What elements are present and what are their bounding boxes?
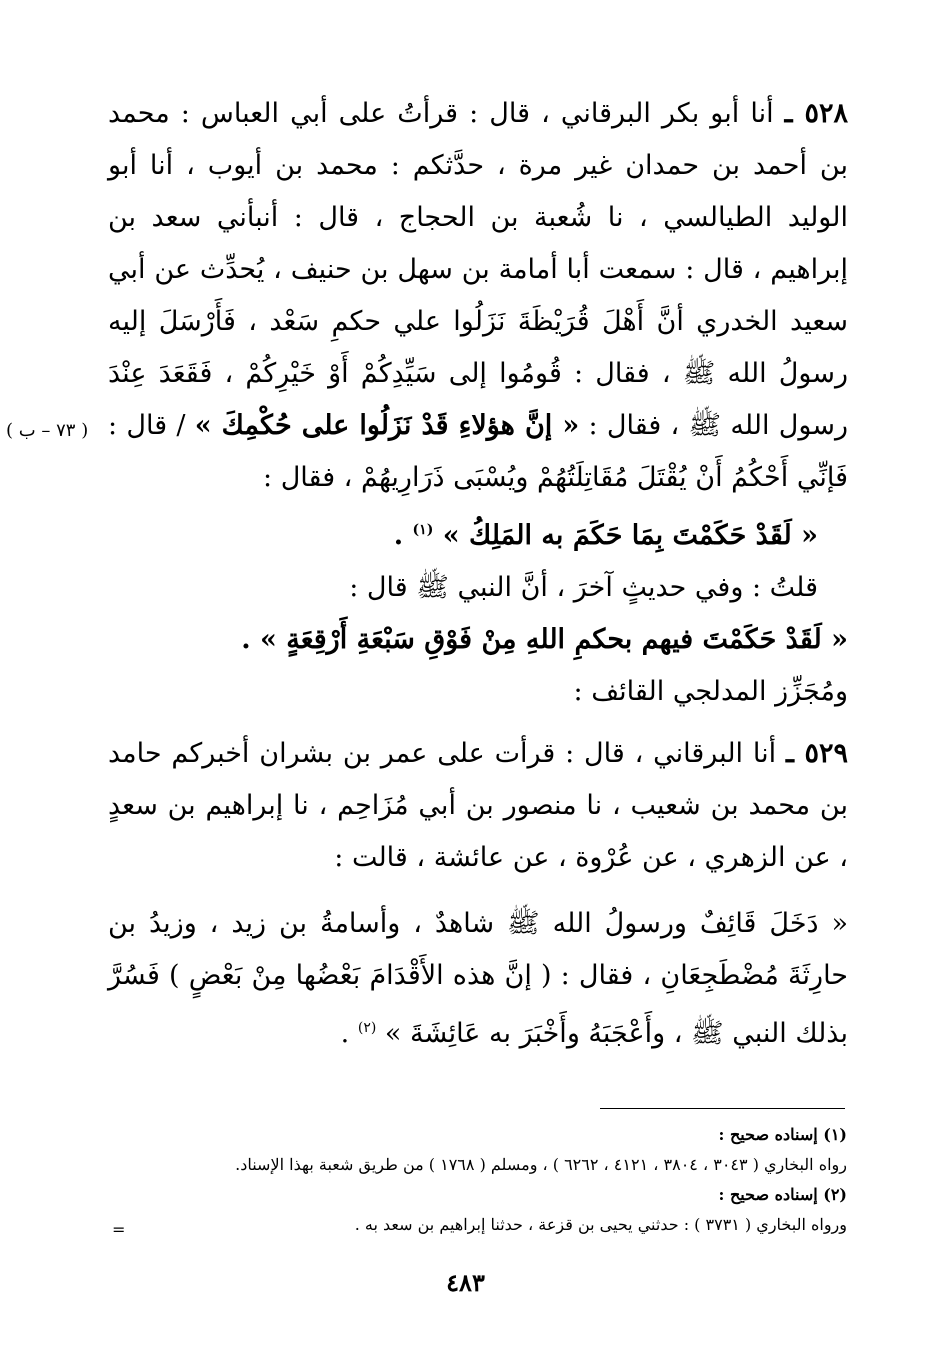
hadith-text: أنا أبو بكر البرقاني ، قال : قرأتُ على أبي العباس : محمد بن أحمد بن حمدان غير مرة ، حدَّثكم : محمد بن أيوب ، أنا أبو الوليد الطيالسي ، نا شُعبة بن الحجاج ، قال : أنبأني سعد بن إبراهيم ، قال : سمعت أبا أمامة بن سهل بن حنيف ، يُحدِّث عن أبي سعيد الخدري أنَّ أَهْلَ قُرَيْظَةَ نَزَلُوا علي حكمِ سَعْد ، فَأَرْسَلَ إليه رسولُ الله ﷺ ، فقال : قُومُوا إلى سَيِّدِكُمْ أَوْ خَيْرِكُمْ ، فَقَعَدَ عِنْدَ رسول الله ﷺ ، فقال : <box>108 98 848 441</box>
footnotes <box>112 1120 847 1240</box>
footnote-2-body: ورواه البخاري ( ٣٧٣١ ) : حدثني يحيى بن قزعة ، حدثنا إبراهيم بن سعد به . <box>354 1215 847 1234</box>
hadith-text: أنا البرقاني ، قال : قرأت على عمر بن بشران أخبركم حامد بن محمد بن شعيب ، نا منصور بن أبي مُزَاحِم ، نا إبراهيم بن سعدٍ ، عن الزهري ، عن عُرْوة ، عن عائشة ، قالت : <box>108 738 848 873</box>
hadith-528 <box>108 88 848 504</box>
section-heading <box>108 666 848 718</box>
page-number: ٤٨٣ <box>446 1268 485 1297</box>
footnote-ref-2: (٢) <box>357 1020 377 1036</box>
manuscript-folio-note: ( ٧٣ – ب ) <box>6 420 89 441</box>
quote-line-2 <box>108 614 848 666</box>
hadith-number: ٥٢٩ ـ <box>785 738 848 769</box>
heading-text: ومُجَزِّز المدلجي القائف : <box>573 676 848 707</box>
footnote-divider <box>600 1108 845 1109</box>
note-text: قلتُ : وفي حديثٍ آخرَ ، أنَّ النبي ﷺ قال : <box>349 572 818 603</box>
narration-end-mark: . <box>340 1018 350 1049</box>
aisha-narration <box>108 898 848 1060</box>
narrator-note <box>108 562 848 614</box>
hadith-529 <box>108 728 848 884</box>
quote-line-1 <box>108 504 848 562</box>
quote-end-mark: . <box>393 520 404 551</box>
quote-text: « لَقَدْ حَكَمْتَ بِمَا حَكَمَ به المَلِكُ » <box>442 520 818 551</box>
footnote-ref-1: (١) <box>412 522 434 538</box>
prophet-quote: « إنَّ هؤلاءِ قَدْ نَزَلُوا على حُكْمِكَ » <box>194 410 580 441</box>
main-text <box>108 88 848 1060</box>
hadith-number: ٥٢٨ ـ <box>784 98 848 129</box>
quote-text: « لَقَدْ حَكَمْتَ فيهم بحكمِ اللهِ مِنْ فَوْقِ سَبْعَةِ أَرْقِعَةٍ » . <box>241 624 848 655</box>
footnote-1-heading: (١) إسناده صحيح : <box>718 1125 847 1144</box>
footnote-1-body: رواه البخاري ( ٣٠٤٣ ، ٣٨٠٤ ، ٤١٢١ ، ٦٢٦٢ ) ، ومسلم ( ١٧٦٨ ) من طريق شعبة بهذا الإسناد. <box>235 1155 847 1174</box>
narration-text: « دَخَلَ قَائِفٌ ورسولُ الله ﷺ شاهدٌ ، وأسامةُ بن زيد ، وزيدُ بن حارِثَةَ مُضْطَجِعَانِ ، فقال : ( إنَّ هذه الأَقْدَامَ بَعْضُها مِنْ بَعْضٍ ) فَسُرَّ بذلك النبي ﷺ ، وأَعْجَبَهُ وأَخْبَرَ به عَائِشَةَ » <box>108 908 848 1049</box>
footnote-2-heading: (٢) إسناده صحيح : <box>718 1185 847 1204</box>
continuation-mark: = <box>112 1220 126 1239</box>
hadith-text-continued: / قال : فَإنِّي أَحْكُمُ أَنْ يُقْتَلَ مُقَاتِلَتُهُمْ ويُسْبَى ذَرَارِيهُمْ ، فقال : <box>108 410 848 493</box>
